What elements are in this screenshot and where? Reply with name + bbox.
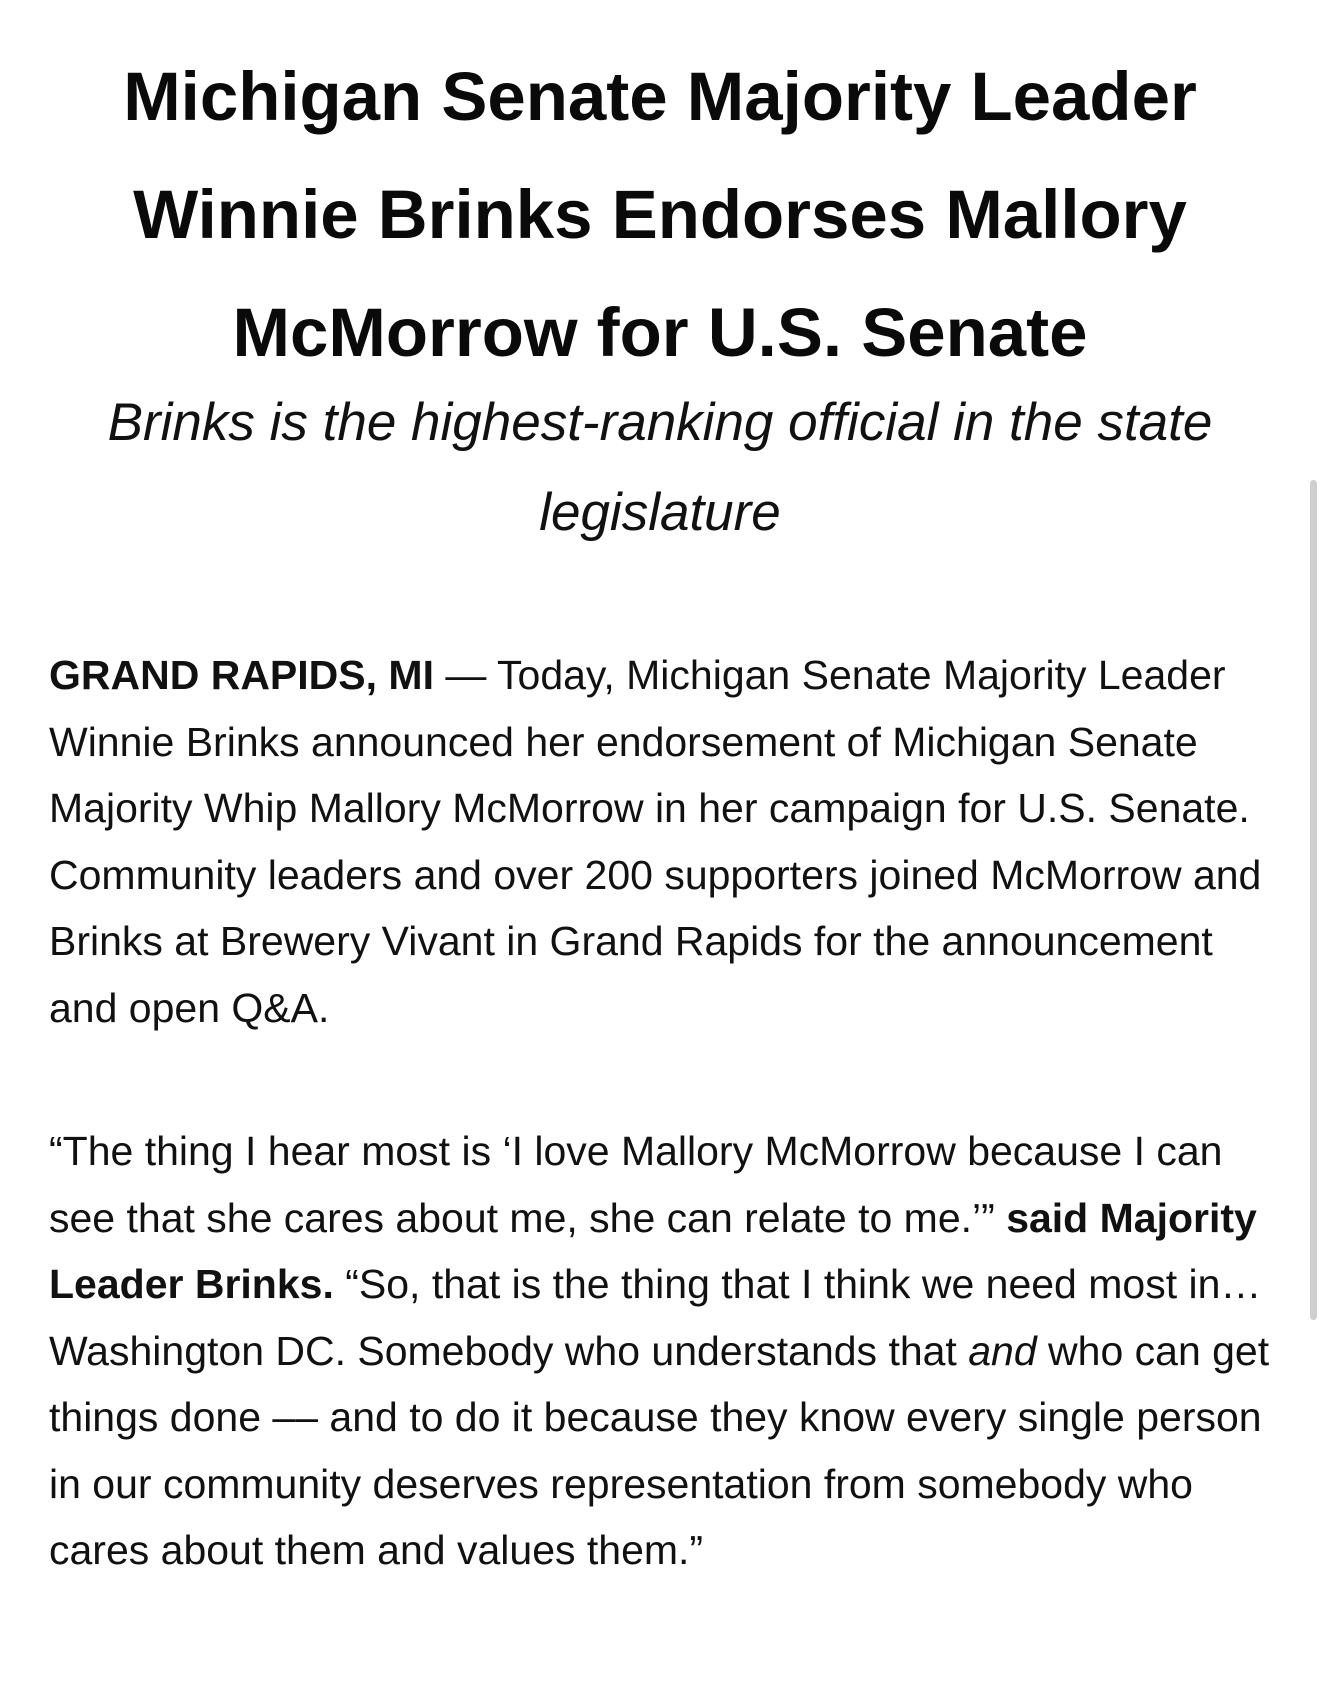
quote-middle: “So, that is the thing that I think we need most in… Washington DC. Somebody who understands that [49, 1261, 1262, 1374]
announcement-text: — Today, Michigan Senate Majority Leader Winnie Brinks announced her endorsement of Michigan Senate Majority Whip Mallory McMorrow in her campaign for U.S. Senate. Community leaders and over 200 supporters joined McMorrow and Brinks at Brewery Vivant in Grand Rapids for the announcement and open Q&A. [49, 652, 1262, 1031]
quote-attribution: said Majority Leader Brinks. [49, 1194, 1257, 1307]
article-subhead: Brinks is the highest-ranking official in the state legislature [107, 393, 1213, 542]
vertical-scrollbar[interactable] [1310, 480, 1317, 1320]
paragraph-quote [49, 1118, 1289, 1584]
quote-emphasis: and [968, 1327, 1037, 1374]
quote-opening: “The thing I hear most is ‘I love Mallory McMorrow because I can see that she cares about me, she can relate to me.’” [49, 1128, 1223, 1241]
article-headline: Michigan Senate Majority Leader Winnie Brinks Endorses Mallory McMorrow for U.S. Senate [123, 58, 1197, 371]
paragraph-announcement [49, 642, 1289, 1041]
dateline: GRAND RAPIDS, MI [49, 652, 434, 698]
quote-ending: who can get things done –– and to do it because they know every single person in our community deserves representation from somebody who cares about them and values them.” [49, 1327, 1270, 1573]
